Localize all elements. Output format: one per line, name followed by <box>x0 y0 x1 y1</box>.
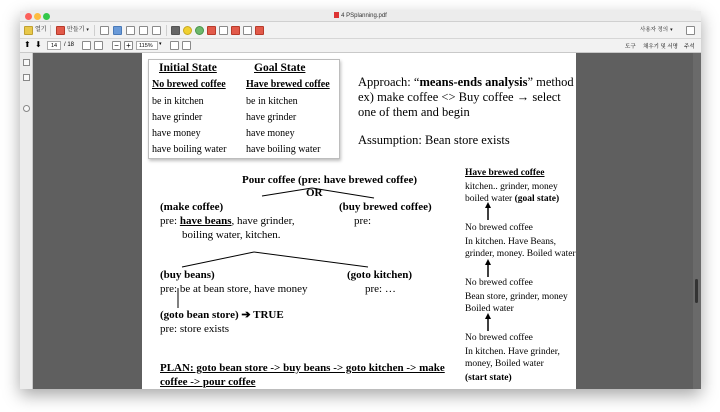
goal-state-row: have boiling water <box>246 144 321 155</box>
make-coffee-preconditions-2: boiling water, kitchen. <box>182 229 281 241</box>
attachments-icon[interactable] <box>23 105 30 112</box>
have-beans-text: have beans <box>179 215 232 227</box>
chevron-down-icon[interactable]: ▾ <box>159 41 162 47</box>
toolbar-divider <box>94 25 95 36</box>
share-icon[interactable] <box>243 26 252 35</box>
bookmarks-icon[interactable] <box>23 74 30 81</box>
highlight-icon[interactable] <box>195 26 204 35</box>
goto-kitchen-preconditions: pre: … <box>365 283 396 295</box>
fit-page-icon[interactable] <box>170 41 179 50</box>
folder-icon <box>24 26 33 35</box>
state-3-line-1: No brewed coffee <box>465 333 533 343</box>
goal-state-title: Have brewed coffee <box>465 168 545 178</box>
select-tool-icon[interactable] <box>82 41 91 50</box>
navigation-toolbar <box>20 39 701 53</box>
start-state-label: (start state) <box>465 373 512 383</box>
means-ends-analysis-text: means-ends analysis <box>419 75 528 89</box>
pdf-viewer-window <box>20 11 701 389</box>
open-button[interactable] <box>24 25 47 35</box>
initial-state-header: Initial State <box>159 62 217 74</box>
goal-state-label: (goal state) <box>514 194 560 204</box>
goal-state-row: have grinder <box>246 112 297 123</box>
zoom-level-select[interactable]: 115% <box>136 41 158 50</box>
edit-icon[interactable] <box>139 26 148 35</box>
or-label: OR <box>306 187 323 199</box>
page-number-input[interactable]: 14 <box>47 41 61 50</box>
goal-state-subheader: Have brewed coffee <box>246 79 330 90</box>
initial-state-row: have boiling water <box>152 144 227 155</box>
state-3-line-3: money, Boiled water <box>465 359 544 369</box>
buy-brewed-coffee-preconditions: pre: <box>354 215 372 227</box>
page-thumbnails-icon[interactable] <box>23 59 30 66</box>
right-arrow-icon: ➔ <box>241 309 251 321</box>
chevron-down-icon: ▾ <box>86 27 89 33</box>
goal-state-line-1: kitchen.. grinder, money <box>465 182 558 192</box>
state-1-line-2: In kitchen. Have Beans, <box>465 237 557 247</box>
pdf-file-icon <box>334 12 339 18</box>
bean-store-preconditions: pre: store exists <box>160 323 230 335</box>
approach-line-3: one of them and begin <box>358 105 470 119</box>
page-total: / 18 <box>64 42 75 48</box>
hand-tool-icon[interactable] <box>94 41 103 50</box>
sign-icon[interactable] <box>255 26 264 35</box>
make-coffee-node: (make coffee) <box>160 201 224 213</box>
plan-line-2: coffee -> pour coffee <box>160 376 256 388</box>
buy-beans-preconditions: pre: be at bean store, have money <box>160 283 308 295</box>
buy-beans-node: (buy beans) <box>160 269 215 281</box>
true-label: TRUE <box>253 309 284 321</box>
stamp-icon[interactable] <box>207 26 216 35</box>
approach-line-1: Approach: “means-ends analysis” method <box>358 75 574 89</box>
chevron-down-icon: ▾ <box>670 27 673 33</box>
export-pdf-icon[interactable] <box>231 26 240 35</box>
goal-state-line-2: boiled water (goal state) <box>465 194 560 204</box>
create-button[interactable] <box>56 25 89 35</box>
open-label: 열기 <box>35 27 47 33</box>
fill-sign-tab[interactable]: 채우기 및 서명 <box>643 44 678 50</box>
goal-state-header: Goal State <box>254 62 306 74</box>
document-page <box>142 53 576 389</box>
goto-kitchen-node: (goto kitchen) <box>347 269 413 281</box>
assumption-text: Assumption: Bean store exists <box>358 133 510 147</box>
zoom-out-icon[interactable]: − <box>112 41 121 50</box>
toolbar-divider <box>166 25 167 36</box>
goal-state-row: be in kitchen <box>246 96 298 107</box>
pour-coffee-node: Pour coffee (pre: have brewed coffee) <box>242 174 418 186</box>
state-1-line-3: grinder, money. Boiled water <box>465 249 576 259</box>
settings-icon[interactable] <box>171 26 180 35</box>
create-pdf-icon <box>56 26 65 35</box>
main-toolbar <box>20 22 701 39</box>
comment-icon[interactable] <box>183 26 192 35</box>
toolbar-divider <box>50 25 51 36</box>
read-mode-icon[interactable] <box>182 41 191 50</box>
state-2-line-3: Boiled water <box>465 304 514 314</box>
state-2-line-2: Bean store, grinder, money <box>465 292 568 302</box>
state-1-line-1: No brewed coffee <box>465 223 533 233</box>
initial-state-row: have money <box>152 128 201 139</box>
goal-state-row: have money <box>246 128 295 139</box>
title-bar <box>20 11 701 22</box>
state-2-line-1: No brewed coffee <box>465 278 533 288</box>
scrollbar-thumb[interactable] <box>695 279 698 303</box>
print-icon[interactable] <box>126 26 135 35</box>
window-title-area <box>20 11 701 22</box>
make-coffee-preconditions: pre: have beans, have grinder, <box>160 215 295 227</box>
vertical-scrollbar[interactable] <box>693 53 701 389</box>
next-page-icon[interactable]: ⬇ <box>35 40 42 49</box>
previous-page-icon[interactable]: ⬆ <box>24 40 31 49</box>
cloud-icon[interactable] <box>113 26 122 35</box>
plan-line-1: PLAN: goto bean store -> buy beans -> goto kitchen -> make <box>160 362 445 374</box>
initial-state-subheader: No brewed coffee <box>152 79 226 90</box>
tools-tab[interactable]: 도구 <box>625 44 636 50</box>
create-label: 만들기 <box>67 27 85 33</box>
buy-brewed-coffee-node: (buy brewed coffee) <box>339 201 432 213</box>
customize-menu[interactable] <box>640 25 673 35</box>
attach-icon[interactable] <box>219 26 228 35</box>
zoom-in-icon[interactable]: + <box>124 41 133 50</box>
save-icon[interactable] <box>100 26 109 35</box>
window-title: 4 PSplanning.pdf <box>341 13 387 19</box>
goto-bean-store-node: (goto bean store) ➔ TRUE <box>160 309 284 321</box>
state-3-line-2: In kitchen. Have grinder, <box>465 347 560 357</box>
email-icon[interactable] <box>152 26 161 35</box>
navigation-sidebar <box>20 53 33 389</box>
initial-state-row: be in kitchen <box>152 96 204 107</box>
approach-line-2: ex) make coffee <> Buy coffee → select <box>358 90 561 104</box>
customize-label: 사용자 정의 <box>640 27 669 33</box>
expand-icon[interactable] <box>686 26 695 35</box>
comment-tab[interactable]: 주석 <box>684 44 695 50</box>
initial-state-row: have grinder <box>152 112 203 123</box>
